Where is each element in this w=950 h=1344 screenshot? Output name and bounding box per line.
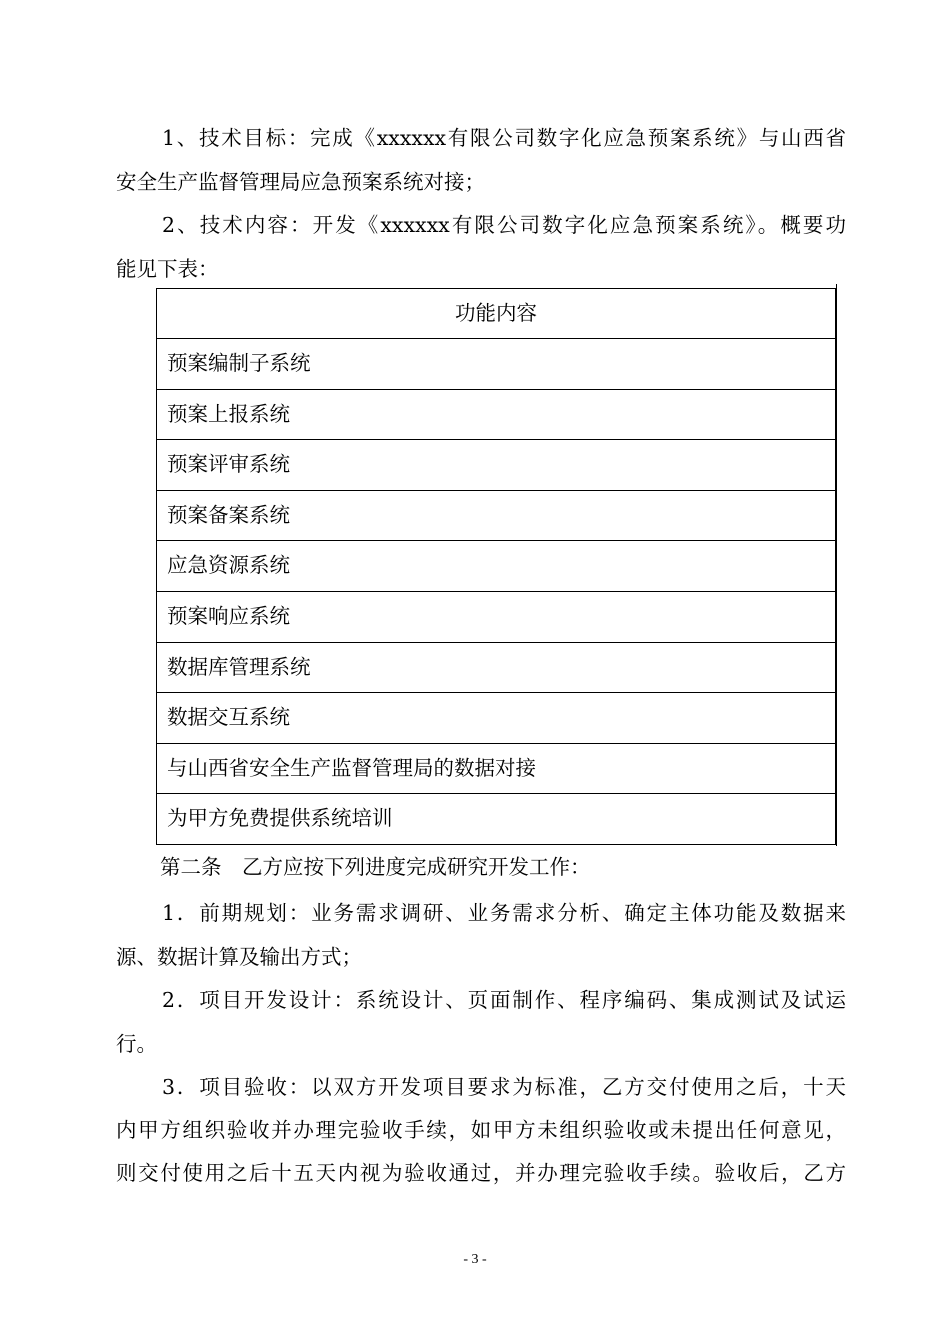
table-row: 应急资源系统 [157, 541, 835, 592]
paragraph-development-line1: 2．项目开发设计：系统设计、页面制作、程序编码、集成测试及试运 [162, 988, 846, 1012]
table-row: 数据交互系统 [157, 693, 835, 744]
paragraph-acceptance-line2: 内甲方组织验收并办理完验收手续，如甲方未组织验收或未提出任何意见， [116, 1118, 846, 1142]
table-row: 数据库管理系统 [157, 643, 835, 694]
page-number: - 3 - [463, 1252, 487, 1267]
table-edge-line [836, 284, 837, 846]
table-row: 预案评审系统 [157, 440, 835, 491]
paragraph-development-line2: 行。 [116, 1032, 157, 1056]
function-table [156, 288, 837, 845]
paragraph-tech-goal-line1: 1、技术目标：完成《xxxxxx有限公司数字化应急预案系统》与山西省 [162, 126, 846, 150]
paragraph-planning-line2: 源、数据计算及输出方式； [116, 945, 362, 969]
table-row: 预案响应系统 [157, 592, 835, 643]
table-row: 预案编制子系统 [157, 339, 835, 390]
table-row: 与山西省安全生产监督管理局的数据对接 [157, 744, 835, 795]
paragraph-tech-content-line2: 能见下表： [116, 257, 219, 281]
paragraph-planning-line1: 1．前期规划：业务需求调研、业务需求分析、确定主体功能及数据来 [162, 901, 846, 925]
table-header: 功能内容 [157, 289, 835, 339]
paragraph-tech-goal-line2: 安全生产监督管理局应急预案系统对接； [116, 170, 485, 194]
paragraph-acceptance-line3: 则交付使用之后十五天内视为验收通过，并办理完验收手续。验收后，乙方 [116, 1161, 846, 1185]
table-row: 预案备案系统 [157, 491, 835, 542]
article-two-heading: 第二条 乙方应按下列进度完成研究开发工作： [160, 855, 591, 879]
table-row: 预案上报系统 [157, 390, 835, 441]
paragraph-tech-content-line1: 2、技术内容：开发《xxxxxx有限公司数字化应急预案系统》。概要功 [162, 213, 846, 237]
table-row: 为甲方免费提供系统培训 [167, 806, 393, 831]
paragraph-acceptance-line1: 3．项目验收：以双方开发项目要求为标准，乙方交付使用之后，十天 [162, 1075, 846, 1099]
